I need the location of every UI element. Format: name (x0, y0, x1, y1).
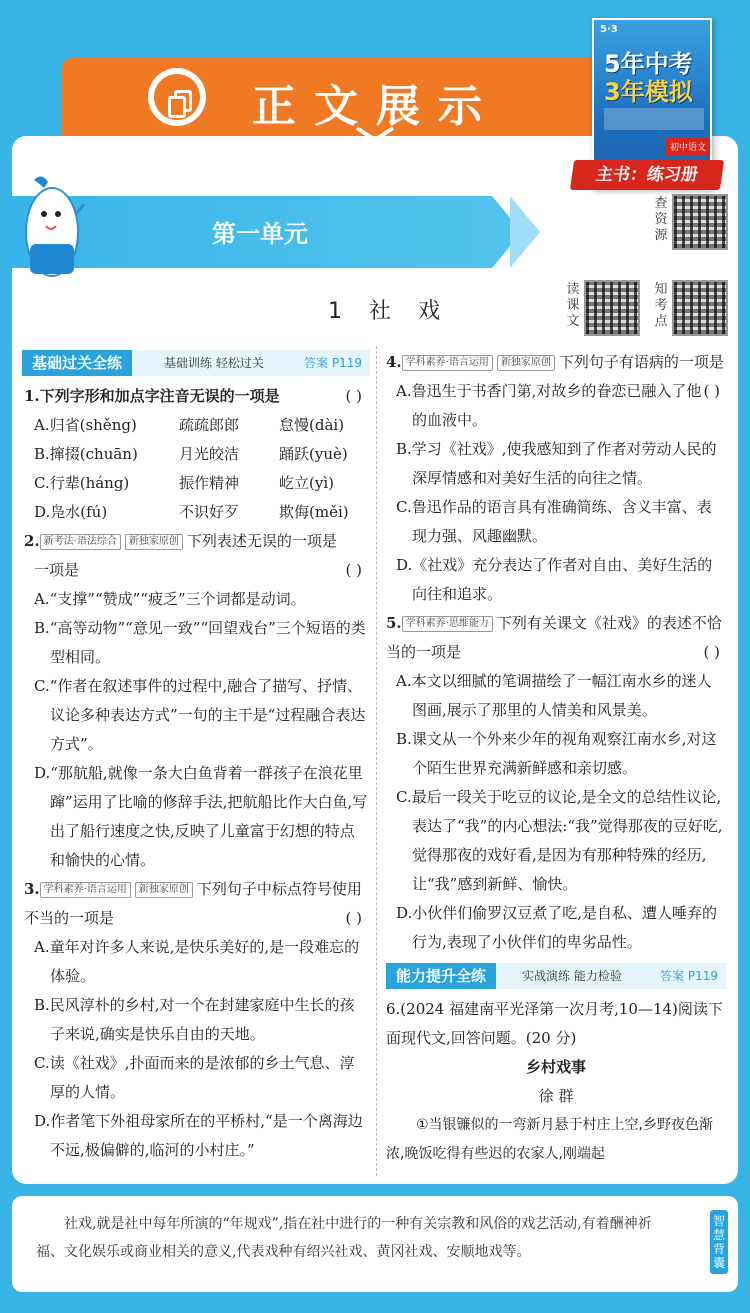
answer-paren: ( ) (345, 909, 362, 927)
header-title: 正文展示 (252, 81, 500, 132)
qr-label-knowledge: 知考点 (654, 282, 668, 329)
option: A.童年对许多人来说,是快乐美好的,是一段难忘的体验。 (34, 938, 360, 985)
unit-title: 第一单元 (212, 220, 308, 248)
right-column (386, 348, 726, 1169)
option: C.读《社戏》,扑面而来的是浓郁的乡土气息、淳厚的人情。 (34, 1054, 355, 1101)
section-basic-tab: 基础过关全练 (22, 350, 132, 376)
section-basic-answer: 答案 P119 (304, 356, 362, 370)
question-stem: 下列句子中标点符号使用不当的一项是 (24, 880, 362, 927)
section-basic-sub: 基础训练 轻松过关 (164, 356, 264, 370)
section-ability-sub: 实战演练 能力检验 (522, 969, 622, 983)
option: B.课文从一个外来少年的视角观察江南水乡,对这个陌生世界充满新鲜感和亲切感。 (396, 730, 717, 777)
tag-badge: 新独家原创 (135, 882, 193, 898)
tag-badge: 学科素养·思维能力 (402, 616, 493, 632)
option: A.“支撑”“赞成”“疲乏”三个词都是动词。 (34, 590, 306, 608)
option-row: B.撺掇(chuān) 月光皎洁 踊跃(yuè) (34, 445, 348, 463)
document-icon (148, 68, 206, 126)
question-number: 4. (386, 353, 402, 371)
qr-code-knowledge[interactable] (672, 280, 728, 336)
qr-label-read: 读课文 (566, 282, 580, 329)
book-subtitle-strip (604, 108, 704, 130)
question-number: 3. (24, 880, 40, 898)
passage-author: 徐 群 (538, 1087, 574, 1105)
question-2: 2. 新考法·语法综合 新独家原创 下列表述无误的一项是 一项是 ( ) A.“支撑”“赞成”“疲乏”三个词都是动词。 B.“高等动物”“意见一致”“回望戏台”三个短语的类型相同。 C.“作者在叙述事件的过程中,融合了描写、抒情、议论多种表达方式”一句的主干是“过程融合表达方式”。 D.“那航船,就像一条大白鱼背着一群孩子在浪花里蹿”运用了比喻的修辞手法,把航船比作大白鱼,写出了船行速度之快,反映了儿童富于幻想的特点和愉快的心情。 (24, 527, 368, 875)
lesson-title: 1 社 戏 (328, 299, 450, 324)
footnote-text: 社戏,就是社中每年所演的“年规戏”,指在社中进行的一种有关宗教和风俗的戏艺活动,有着酬神祈福、文化娱乐或商业相关的意义,代表戏种有绍兴社戏、黄冈社戏、安顺地戏等。 (36, 1216, 652, 1260)
section-ability-answer: 答案 P119 (660, 969, 718, 983)
left-column (24, 382, 368, 1165)
question-1 (24, 382, 368, 527)
tag-badge: 新考法·语法综合 (40, 534, 121, 550)
option-row: A.归省(shěng) 疏疏郎郎 怠慢(dài) (34, 416, 345, 434)
book-title-line1: 5年中考 (604, 50, 693, 78)
mascot-illustration (20, 174, 86, 284)
option: C.最后一段关于吃豆的议论,是全文的总结性议论,表达了“我”的内心想法:“我”觉得那夜的豆好吃,觉得那夜的戏好看,是因为有那种特殊的经历,让“我”感到新鲜、愉快。 (396, 788, 723, 893)
option: D.《社戏》充分表达了作者对自由、美好生活的向往和追求。 (396, 556, 713, 603)
question-stem: 下列表述无误的一项是 (186, 532, 337, 550)
question-stem: 6.(2024 福建南平光泽第一次月考,10—14)阅读下面现代文,回答问题。(20 分) (386, 1000, 723, 1047)
question-5 (386, 609, 726, 957)
option: D.小伙伴们偷罗汉豆煮了吃,是自私、遭人唾弃的行为,表现了小伙伴们的卑劣品性。 (396, 904, 718, 951)
passage-title: 乡村戏事 (525, 1058, 586, 1076)
question-6 (386, 995, 726, 1169)
option: B.民风淳朴的乡村,对一个在封建家庭中生长的孩子来说,确实是快乐自由的天地。 (34, 996, 355, 1043)
question-3 (24, 875, 368, 1165)
option: B.学习《社戏》,使我感知到了作者对劳动人民的深厚情感和对美好生活的向往之情。 (396, 440, 717, 487)
tag-badge: 学科素养·语言运用 (40, 882, 131, 898)
section-ability-tab: 能力提升全练 (386, 963, 496, 989)
section-ability-header (386, 963, 726, 989)
book-ribbon: 主书：练习册 (570, 160, 724, 190)
tag-badge: 学科素养·语言运用 (402, 355, 493, 371)
qr-code-resources[interactable] (672, 194, 728, 250)
tag-badge: 新独家原创 (125, 534, 183, 550)
answer-paren: ( ) (345, 387, 362, 405)
question-4 (386, 348, 726, 609)
question-number: 5. (386, 614, 402, 632)
option: C.“作者在叙述事件的过程中,融合了描写、抒情、议论多种表达方式”一句的主干是“过程融合表达方式”。 (34, 677, 366, 753)
tag-badge: 新独家原创 (497, 355, 555, 371)
passage-paragraph: ①当银镰似的一弯新月悬于村庄上空,乡野夜色渐浓,晚饭吃得有些迟的农家人,刚端起 (386, 1117, 713, 1162)
question-stem: 下列有关课文《社戏》的表述不恰当的一项是 (386, 614, 722, 661)
option: C.鲁迅作品的语言具有准确简练、含义丰富、表现力强、风趣幽默。 (396, 498, 712, 545)
answer-paren: ( ) (345, 561, 362, 579)
footnote-box (12, 1196, 738, 1292)
answer-paren: ( ) (703, 643, 720, 661)
book-title-line2: 3年模拟 (604, 78, 693, 106)
option: D.作者笔下外祖母家所在的平桥村,“是一个离海边不远,极偏僻的,临河的小村庄。” (34, 1112, 363, 1159)
question-number: 2. (24, 532, 40, 550)
answer-paren: ( ) (703, 382, 720, 400)
qr-code-read[interactable] (584, 280, 640, 336)
option-row: C.行辈(háng) 振作精神 屹立(yì) (34, 474, 334, 492)
column-divider (376, 346, 377, 1176)
option-row: D.凫水(fú) 不识好歹 欺侮(měi) (34, 503, 349, 521)
section-basic-header (22, 350, 370, 376)
option: A.鲁迅生于书香门第,对故乡的眷恋已融入了他的血液中。 (396, 382, 702, 429)
qr-label-resources: 查资源 (654, 196, 668, 243)
header-banner (62, 58, 622, 136)
book-subject-tag: 初中语文 (666, 138, 710, 155)
option: B.“高等动物”“意见一致”“回望戏台”三个短语的类型相同。 (34, 619, 366, 666)
question-stem: 1.下列字形和加点字注音无误的一项是 (24, 387, 280, 405)
footnote-label: 智慧背囊 (710, 1210, 728, 1274)
option: A.本文以细腻的笔调描绘了一幅江南水乡的迷人图画,展示了那里的人情美和风景美。 (396, 672, 712, 719)
option: D.“那航船,就像一条大白鱼背着一群孩子在浪花里蹿”运用了比喻的修辞手法,把航船比作大白鱼,写出了船行速度之快,反映了儿童富于幻想的特点和愉快的心情。 (34, 764, 368, 869)
page-card (12, 136, 738, 1184)
question-stem: 下列句子有语病的一项是 (558, 353, 724, 371)
book-logo: 5·3 (600, 24, 618, 35)
